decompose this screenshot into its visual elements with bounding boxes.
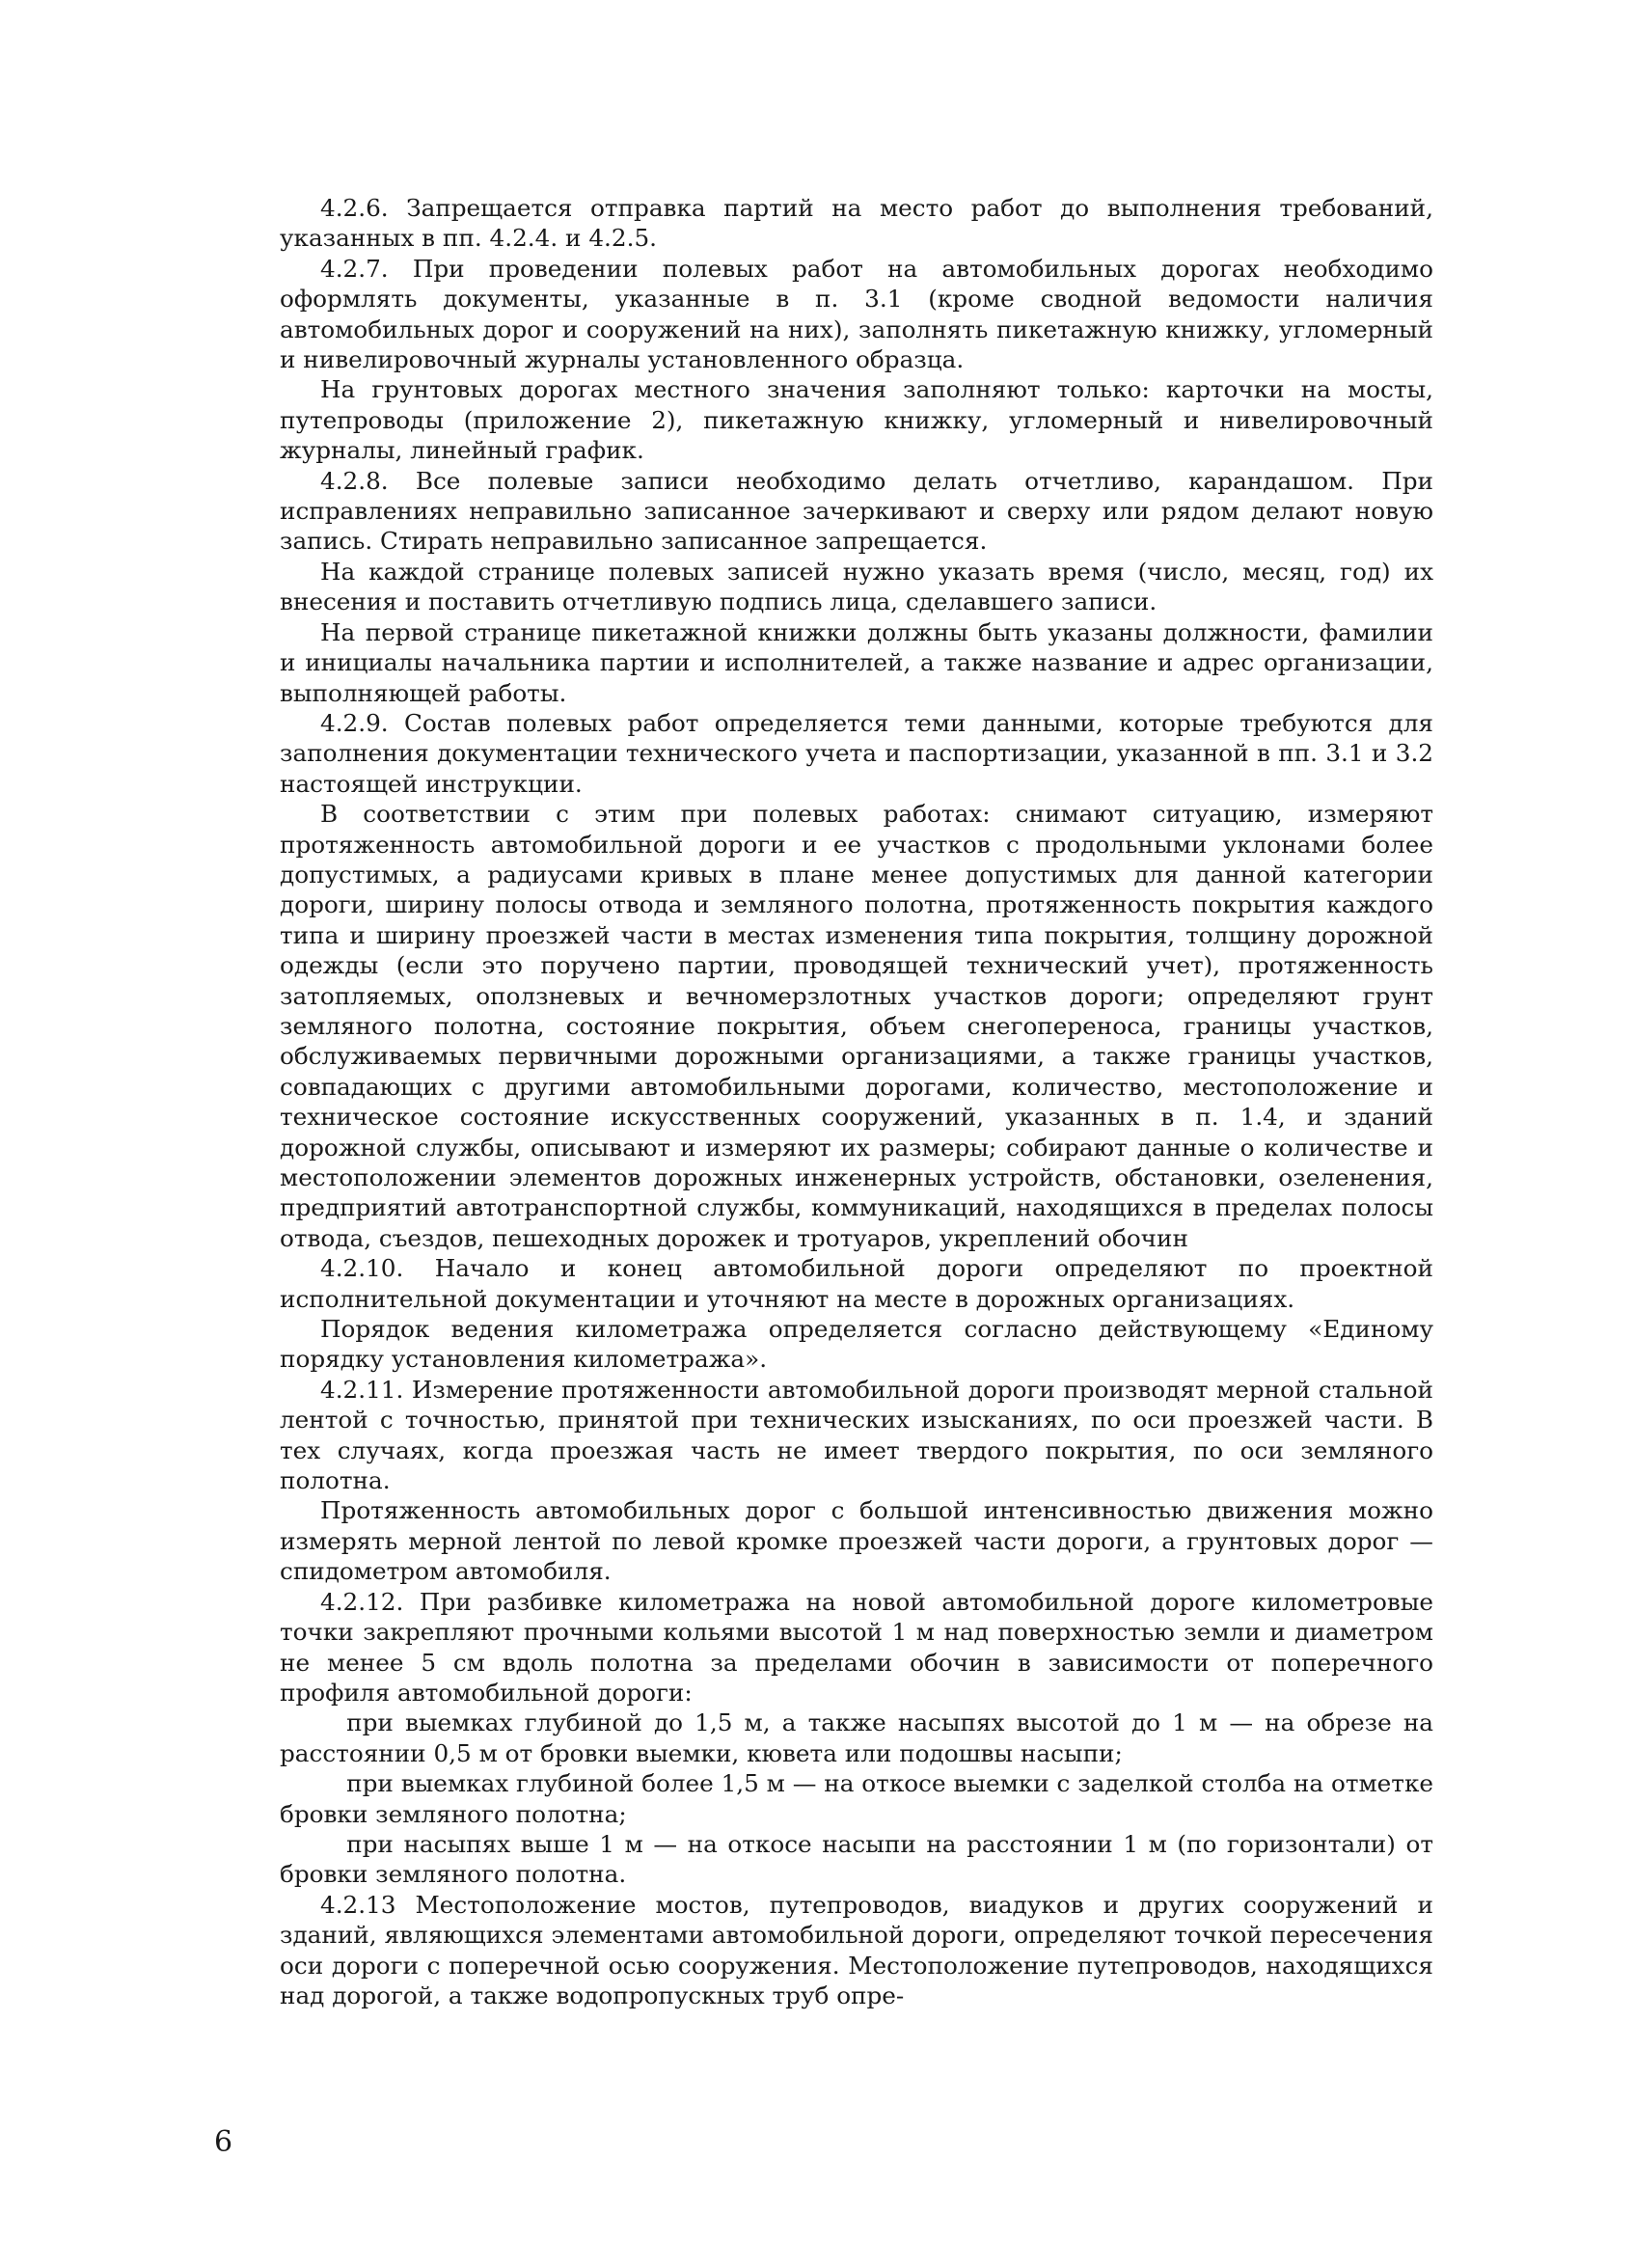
paragraph-4-2-9: 4.2.9. Состав полевых работ определяется теми данными, которые требуются для заполнения документации технического учета и паспортизации, указанной в пп. 3.1 и 3.2 настоящей инструкции. (280, 708, 1433, 798)
paragraph-dirt-roads: На грунтовых дорогах местного значения заполняют только: карточки на мосты, путепроводы (приложение 2), пикетажную книжку, угломерный и нивелировочный журналы, линейный график. (280, 375, 1433, 465)
paragraph-4-2-7: 4.2.7. При проведении полевых работ на автомобильных дорогах необходимо оформлять документы, указанные в п. 3.1 (кроме сводной ведомости наличия автомобильных дорог и сооружений на них), заполнять пикетажную книжку, угломерный и нивелировочный журналы установленного образца. (280, 254, 1433, 374)
paragraph-4-2-10: 4.2.10. Начало и конец автомобильной дороги определяют по проектной исполнительной документации и уточняют на месте в дорожных организациях. (280, 1254, 1433, 1313)
paragraph-first-page: На первой странице пикетажной книжки должны быть указаны должности, фамилии и инициалы начальника партии и исполнителей, а также название и адрес организации, выполняющей работы. (280, 617, 1433, 707)
paragraph-mileage-order: Порядок ведения километража определяется согласно действующему «Единому порядку установления километража». (280, 1315, 1433, 1374)
paragraph-4-2-12: 4.2.12. При разбивке километража на новой автомобильной дороге километровые точки закрепляют прочными кольями высотой 1 м над поверхностью земли и диаметром не менее 5 см вдоль полотна за пределами обочин в зависимости от поперечного профиля автомобильной дороги: (280, 1587, 1433, 1707)
page-number: 6 (214, 2125, 233, 2159)
paragraph-embankments: при насыпях выше 1 м — на откосе насыпи на расстоянии 1 м (по горизонтали) от бровки земляного полотна. (280, 1829, 1433, 1889)
paragraph-field-work-list: В соответствии с этим при полевых работах: снимают ситуацию, измеряют протяженность автомобильной дороги и ее участков с продольными уклонами более допустимых, а радиусами кривых в плане менее допустимых для данной категории дороги, ширину полосы отвода и земляного полотна, протяженность покрытия каждого типа и ширину проезжей части в местах изменения типа покрытия, толщину дорожной одежды (если это поручено партии, проводящей технический учет), протяженность затопляемых, оползневых и вечномерзлотных участков дороги; определяют грунт земляного полотна, состояние покрытия, объем снегопереноса, границы участков, обслуживаемых первичными дорожными организациями, а также границы участков, совпадающих с другими автомобильными дорогами, количество, местоположение и техническое состояние искусственных сооружений, указанных в п. 1.4, и зданий дорожной службы, описывают и измеряют их размеры; собирают данные о количестве и местоположении элементов дорожных инженерных устройств, обстановки, озеленения, предприятий автотранспортной службы, коммуникаций, находящихся в пределах полосы отвода, съездов, пешеходных дорожек и тротуаров, укреплений обочин (280, 800, 1433, 1252)
paragraph-cuttings-shallow: при выемках глубиной до 1,5 м, а также насыпях высотой до 1 м — на обрезе на расстоянии 0,5 м от бровки выемки, кювета или подошвы насыпи; (280, 1708, 1433, 1767)
paragraph-4-2-6: 4.2.6. Запрещается отправка партий на место работ до выполнения требований, указанных в пп. 4.2.4. и 4.2.5. (280, 194, 1433, 253)
paragraph-high-traffic: Протяженность автомобильных дорог с большой интенсивностью движения можно измерять мерной лентой по левой кромке проезжей части дороги, а грунтовых дорог — спидометром автомобиля. (280, 1496, 1433, 1586)
document-body (280, 193, 1433, 2010)
paragraph-record-time: На каждой странице полевых записей нужно указать время (число, месяц, год) их внесения и поставить отчетливую подпись лица, сделавшего записи. (280, 557, 1433, 616)
paragraph-4-2-13: 4.2.13 Местоположение мостов, путепроводов, виадуков и других сооружений и зданий, являющихся элементами автомобильной дороги, определяют точкой пересечения оси дороги с поперечной осью сооружения. Местоположение путепроводов, находящихся над дорогой, а также водопропускных труб опре- (280, 1890, 1433, 2009)
paragraph-4-2-11: 4.2.11. Измерение протяженности автомобильной дороги производят мерной стальной лентой с точностью, принятой при технических изысканиях, по оси проезжей части. В тех случаях, когда проезжая часть не имеет твердого покрытия, по оси земляного полотна. (280, 1375, 1433, 1495)
paragraph-4-2-8: 4.2.8. Все полевые записи необходимо делать отчетливо, карандашом. При исправлениях неправильно записанное зачеркивают и сверху или рядом делают новую запись. Стирать неправильно записанное запрещается. (280, 466, 1433, 556)
paragraph-cuttings-deep: при выемках глубиной более 1,5 м — на откосе выемки с заделкой столба на отметке бровки земляного полотна; (280, 1769, 1433, 1828)
